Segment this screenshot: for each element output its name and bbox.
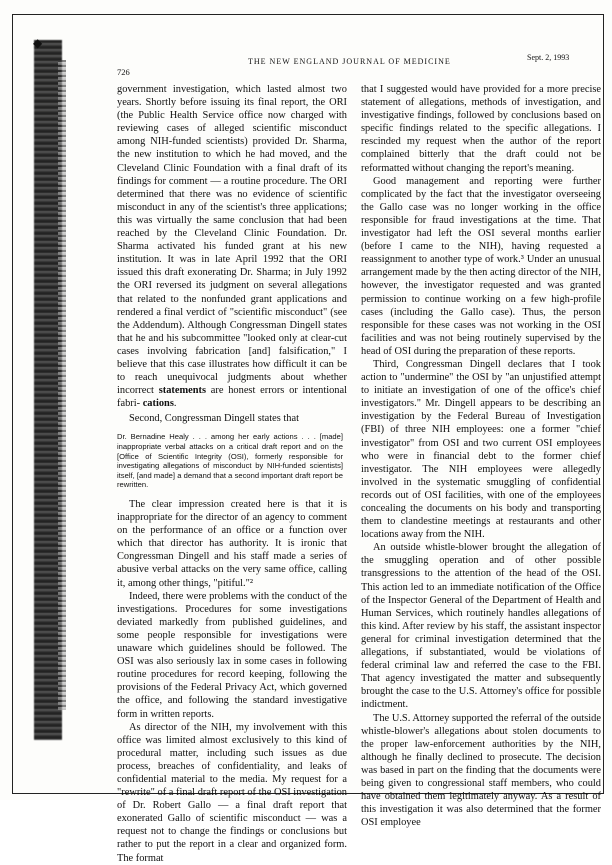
journal-title: THE NEW ENGLAND JOURNAL OF MEDICINE: [248, 57, 451, 66]
struck-word: cations: [142, 398, 174, 410]
scan-edge-streak: [58, 60, 66, 710]
struck-word: statements: [158, 385, 207, 397]
block-quote: Dr. Bernadine Healy . . . among her early actions . . . [made] inappropriate verbal attacks on a critical draft report and on the [Office of Scientific Integrity (OSI), formerly responsible for investigating allegations of misconduct by NIH-funded scientists] itself, [and made] a demand that a second important draft report be rewritten.: [117, 432, 343, 490]
paragraph: The U.S. Attorney supported the referral of the outside whistle-blower's allegations about stolen documents to the proper law-enforcement authorities by the NIH, although he finally declined to prosecute. The decision was based in part on the finding that the documents were being given to congressional staff members, who could have obtained them legitimately anyway. As a result of this investigation it was also determined that the former OSI employee: [361, 712, 601, 829]
paragraph: Good management and reporting were further complicated by the fact that the investigator overseeing the Gallo case was no longer working in the office responsible for fraud investigations at the time. That investigator had left the OSI several months earlier (before I came to the NIH), having requested a reassignment to another type of work.³ Under an unusual arrangement made by the then acting director of the NIH, however, the investigator requested and was granted permission to continue working on a few high-profile cases (including the Gallo case). Thus, the person responsible for these cases was not working in the OSI facilities and was not being routinely supervised by the head of OSI during the preparation of these reports.: [361, 175, 601, 357]
paragraph-text: are honest errors or intentional fabri-: [117, 385, 347, 410]
corner-mark-icon: ◆: [33, 36, 43, 50]
page-number: 726: [117, 67, 130, 77]
issue-date: Sept. 2, 1993: [527, 53, 570, 62]
paragraph: An outside whistle-blower brought the allegation of the smuggling operation and of other possible transgressions to the attention of the head of the OSI. This action led to an immediate notification of the Office of the Inspector General of the Department of Health and Human Services, which routinely handles allegations of this kind. After review by his staff, the assistant inspector general for criminal investigation determined that the allegations, if substantiated, would be violations of federal criminal law and referred the case to the FBI. That agency investigated the matter and subsequently brought the case to the U.S. Attorney's office for possible indictment.: [361, 542, 601, 711]
paragraph: Second, Congressman Dingell states that: [129, 413, 299, 425]
paragraph-text: government investigation, which lasted almost two years. Shortly before issuing its final report, the ORI (the Public Health Service office now charged with reviewing cases of alleged scientific misconduct among NIH-funded scientists) provided Dr. Sharma, the new institution to which he had moved, and the Cleveland Clinic Foundation with a final draft of its findings for comment — a routine procedure. The ORI determined that there was no evidence of scientific misconduct in any of the scientist's three applications; this was virtually the same conclusion that had been reached by the Cleveland Clinic Foundation. Dr. Sharma activated his funded grant at his new institution. It was in late April 1992 that the ORI issued this draft exonerating Dr. Sharma; in July 1992 the ORI reversed its judgment on several allegations that related to the nonfunded grant applications and rendered a final verdict of "scientific misconduct" (see the Addendum). Although Congressman Dingell states that he and his subcommittee "looked only at clear-cut cases involving fabrication [and] falsification," I believe that this case illustrates how difficult it can be to reach unequivocal judgments about whether incorrect: [117, 84, 347, 397]
paragraph: government investigation, which lasted almost two years. Shortly before issuing its final report, the ORI (the Public Health Service office now charged with reviewing cases of alleged scientific misconduct among NIH-funded scientists) provided Dr. Sharma, the new institution to which he had moved, and the Cleveland Clinic Foundation with a final draft of its findings for comment — a routine procedure. The ORI determined that there was no evidence of scientific misconduct in any of the scientist's three applications; this was virtually the same conclusion that had been reached by the Cleveland Clinic Foundation. Dr. Sharma activated his funded grant at his new institution. It was in late April 1992 that the ORI issued this draft exonerating Dr. Sharma; in July 1992 the ORI reversed its judgment on several allegations that related to the nonfunded grant applications and rendered a final verdict of "scientific misconduct" (see the Addendum). Although Congressman Dingell states that he and his subcommittee "looked only at clear-cut cases involving fabrication [and] falsification," I believe that this case illustrates how difficult it can be to reach unequivocal judgments about whether incorrect statements are honest errors or intentional fabri- cations.: [117, 84, 347, 410]
right-column: [361, 83, 601, 829]
paragraph: Indeed, there were problems with the conduct of the investigations. Procedures for some investigations deviated markedly from published guidelines, and some people responsible for investigations were unaware which guidelines should be followed. The OSI was also seriously lax in some cases in following routine procedures for record keeping, following the provisions of the Federal Privacy Act, which governed the office, and following the standard investigative form in written reports.: [117, 590, 347, 720]
paragraph: As director of the NIH, my involvement with this office was limited almost exclusively to this kind of procedural matter, including such issues as due process, breaches of confidentiality, and leaks of confidential material to the media. My request for a "rewrite" of a final draft report of the OSI investigation of Dr. Robert Gallo — a final draft report that exonerated Gallo of scientific misconduct — was a request not to change the findings or conclusions but rather to put the report in a clear and organized form. The format: [117, 721, 347, 864]
paragraph: that I suggested would have provided for a more precise statement of allegations, methods of investigation, and investigative findings, followed by conclusions based on specific findings related to the specific allegations. I rescinded my request when the author of the report complained bitterly that the draft could not be reformatted without changing the report's meaning.: [361, 84, 601, 174]
left-column: [117, 83, 347, 865]
paragraph: Third, Congressman Dingell declares that I took action to "undermine" the OSI by "an unjustified attempt to initiate an investigation of one of the office's chief investigators." Mr. Dingell appears to be describing an investigation by the Federal Bureau of Investigation (FBI) of three NIH employees: one a former "chief investigator" from OSI and two current OSI employees who were in financial debt to the former chief investigator. The NIH employees were allegedly involved in the systematic smuggling of confidential records out of OSI facilities, with one of the employees concealing the documents on his body and transporting them to clandestine meetings at restaurants and other locations away from the NIH.: [361, 358, 601, 541]
paragraph: The clear impression created here is that it is inappropriate for the director of an agency to comment on the performance of an office or a function over which that director has authority. It is ironic that Congressman Dingell and his staff made a series of abusive verbal attacks on the very same office, calling it, among other things, "pitiful."²: [117, 499, 347, 589]
